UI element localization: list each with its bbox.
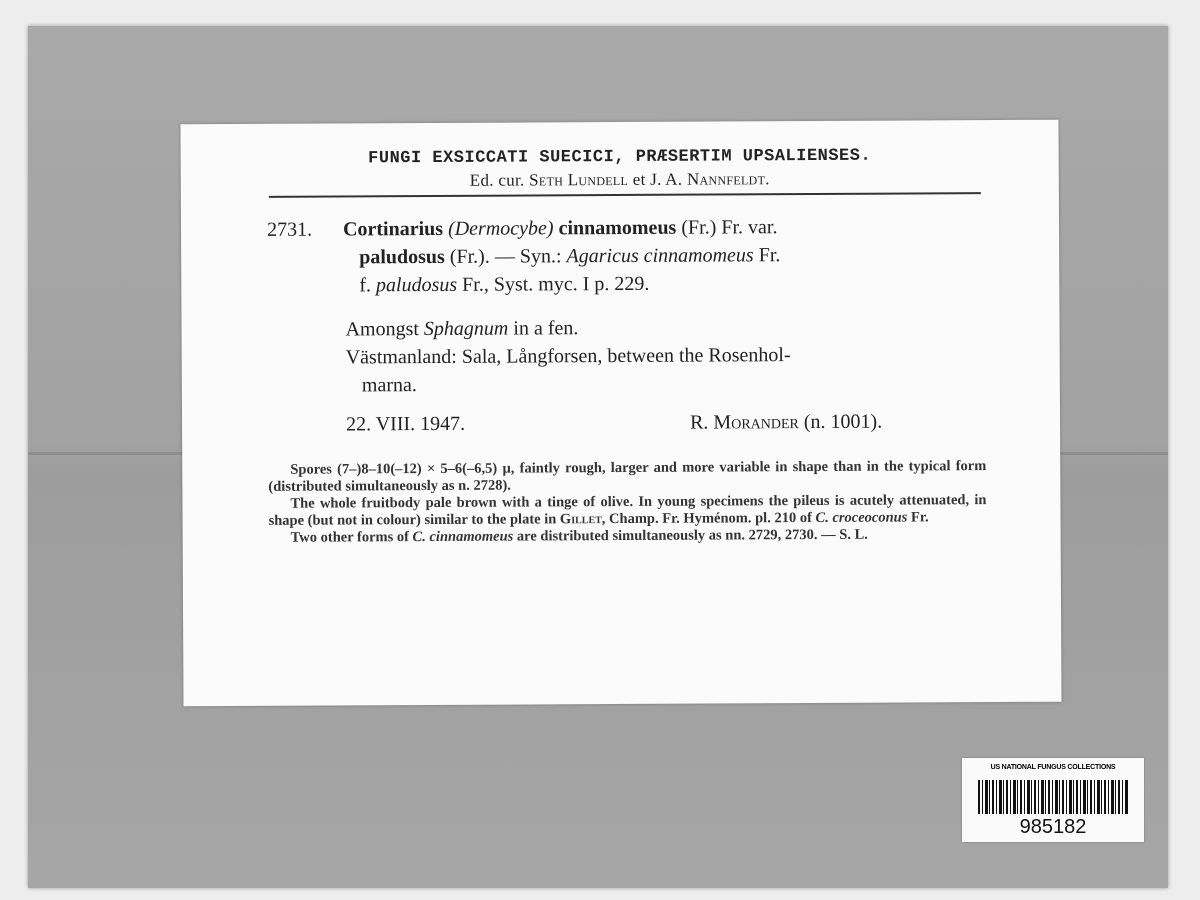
species-epithet: cinnamomeus [558, 216, 677, 240]
fruitbody-note: The whole fruitbody pale brown with a tinge of olive. In young specimens the pileus is acutely attenuated, in shape (but not in colour) similar to the plate in Gillet, Champ. Fr. Hyménom. pl. 210 of C. croceoconus Fr. [268, 492, 987, 529]
synonym-author: Fr. [758, 244, 781, 267]
collector [690, 411, 882, 435]
synonym-name: Agaricus cinnamomeus [566, 244, 754, 268]
subgenus-name: (Dermocybe) [447, 217, 554, 240]
locality-line: Västmanland: Sala, Långforsen, between the Rosenhol- marna. [345, 344, 791, 397]
collector-number: (n. 1001). [803, 410, 883, 434]
habitat-taxon: Sphagnum [423, 317, 509, 341]
editor-name: J. A. Nannfeldt. [650, 169, 770, 189]
literature-citation: Fr., Syst. myc. I p. 229. [462, 272, 650, 296]
taxon-entry [267, 212, 987, 300]
forma-name: paludosus [375, 273, 458, 297]
series-title: FUNGI EXSICCATI SUECICI, PRÆSERTIM UPSALIENSES. [368, 146, 872, 169]
variety-name: paludosus [359, 245, 445, 269]
barcode-number: 985182 [1019, 816, 1087, 838]
habitat-line: Amongst Sphagnum in a fen. [345, 317, 579, 341]
specimen-label [180, 120, 1061, 707]
notes-block [268, 458, 986, 547]
header-divider [269, 192, 981, 198]
collector-name: R. Morander [689, 411, 799, 434]
editor-name: Seth Lundell [529, 169, 629, 190]
distribution-note: Two other forms of C. cinnamomeus are distributed simultaneously as nn. 2729, 2730. — S. L. [290, 526, 868, 546]
series-editors: Ed. cur. Seth Lundell et J. A. Nannfeldt. [469, 169, 770, 190]
variety-author: (Fr.). — Syn.: [449, 245, 562, 268]
barcode-icon [978, 780, 1128, 814]
specimen-number: 2731. [266, 218, 313, 241]
taxon-name: Cortinarius (Dermocybe) cinnamomeus (Fr.) Fr. var. paludosus (Fr.). — Syn.: Agaricus cinnamomeus Fr. f. paludosus Fr., Syst. myc. I p. 229. [342, 216, 781, 297]
collection-date: 22. VIII. 1947. [345, 412, 466, 436]
spore-note: Spores (7–)8–10(–12) × 5–6(–6,5) µ, faintly rough, larger and more variable in shape than in the typical form (distributed simultaneously as n. 2728). [268, 458, 987, 495]
barcode-label [962, 758, 1144, 842]
genus-name: Cortinarius [342, 217, 444, 241]
collection-name: US NATIONAL FUNGUS COLLECTIONS [990, 764, 1116, 771]
species-author: (Fr.) Fr. var. [681, 216, 778, 239]
